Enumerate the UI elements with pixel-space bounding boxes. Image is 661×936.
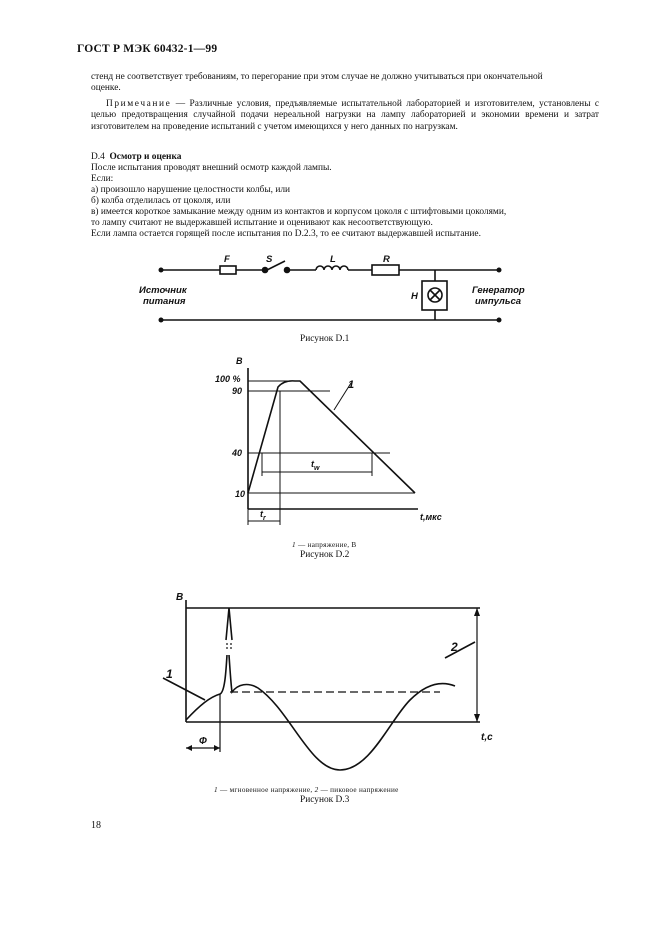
figure-caption: Рисунок D.1 (300, 334, 350, 344)
paragraph-line: стенд не соответствует требованиям, то перегорание при этом случае не должно учитываться при окончательной (91, 72, 543, 82)
legend-number: 1 (292, 541, 296, 549)
fuse-label: F (224, 254, 230, 265)
note-text: — Различные условия, предъявляемые испытательной лабораторией и изготовителем, установлены с целью предотвращения случайной подачи нереальной нагрузки на лампу лабораторией и экономии времени и затрат изготовителем на проведение испытаний с учетом имеющихся у него данных по нагрузкам. (91, 99, 599, 132)
switch-label: S (266, 254, 273, 265)
figure-legend: 1 — мгновенное напряжение, 2 — пиковое напряжение (214, 786, 399, 794)
lamp-label: H (411, 291, 418, 302)
list-item: а) произошло нарушение целостности колбы, или (91, 185, 291, 195)
generator-label: импульса (475, 296, 522, 307)
source-label: питания (143, 296, 186, 307)
document-header: ГОСТ Р МЭК 60432-1—99 (77, 43, 218, 55)
tick-label: 40 (232, 448, 243, 458)
paragraph-line: то лампу считают не выдержавшей испытание и оценивают как несоответствующую. (91, 218, 433, 228)
paragraph-line: После испытания проводят внешний осмотр каждой лампы. (91, 163, 332, 173)
curve-label: 1 (348, 379, 355, 391)
paragraph-line: оценке. (91, 83, 121, 93)
section-number: D.4 (91, 152, 105, 162)
y-axis-label: В (236, 356, 243, 366)
figure-caption: Рисунок D.2 (300, 550, 350, 560)
tw-label: $t_w$ (311, 459, 320, 472)
x-axis-label: t,с (481, 732, 493, 743)
list-item: в) имеется короткое замыкание между одним из контактов и корпусом цоколя с штифтовыми цоколями, (91, 207, 507, 217)
figure-caption: Рисунок D.3 (300, 795, 350, 805)
curve-label-peak: 2 (451, 640, 458, 654)
phase-label: Ф (199, 736, 207, 747)
resistor-label: R (383, 254, 390, 265)
tick-label: 100 % (215, 374, 241, 384)
tr-label: $t_r$ (260, 509, 266, 522)
note-label: Примечание (106, 99, 172, 109)
section-title: Осмотр и оценка (109, 152, 182, 162)
source-label: Источник (139, 285, 187, 296)
list-item: б) колба отделилась от цоколя, или (91, 196, 231, 206)
paragraph-line: Если: (91, 174, 114, 184)
curve-label-instant: 1 (166, 667, 173, 681)
tick-label: 90 (232, 386, 243, 396)
x-axis-label: t,мкс (420, 512, 442, 522)
page-number: 18 (91, 820, 101, 831)
paragraph-line: Если лампа остается горящей после испытания по D.2.3, то ее считают выдержавшей испытание. (91, 229, 481, 239)
figure-legend: 1 — напряжение, В (292, 541, 357, 549)
inductor-label: L (330, 254, 336, 265)
tick-label: 10 (235, 489, 246, 499)
y-axis-label: В (176, 592, 184, 603)
generator-label: Генератор (472, 285, 525, 296)
